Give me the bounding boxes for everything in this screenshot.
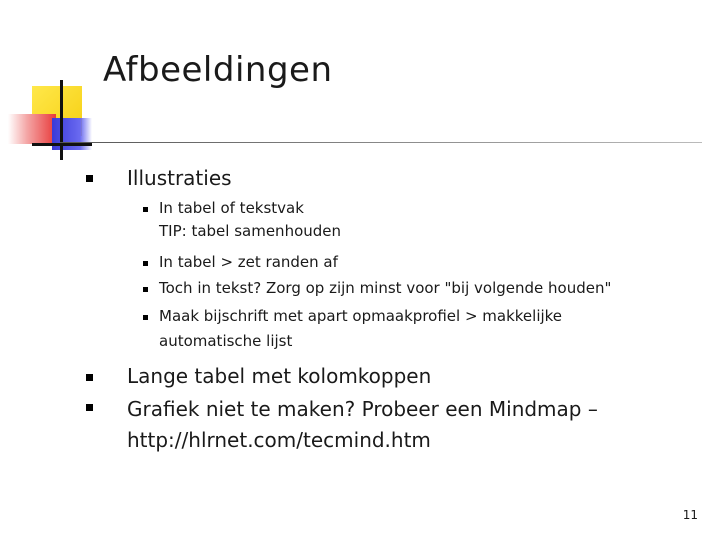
sub-bullet-bijschrift-line2: automatische lijst	[159, 332, 293, 350]
bullet-marker	[86, 374, 93, 381]
corner-decoration	[0, 0, 110, 170]
bullet-marker	[86, 175, 93, 182]
sub-bullet-tabel-tekstvak: In tabel of tekstvak	[159, 199, 304, 217]
vertical-rule	[60, 80, 63, 160]
sub-bullet-marker	[143, 287, 148, 292]
sub-bullet-randen: In tabel > zet randen af	[159, 253, 338, 271]
sub-bullet-tabel-tekstvak-line2: TIP: tabel samenhouden	[159, 222, 342, 240]
sub-bullet-volgende-houden: Toch in tekst? Zorg op zijn minst voor "bij volgende houden"	[159, 279, 612, 297]
sub-bullet-bijschrift: Maak bijschrift met apart opmaakprofiel > makkelijke	[159, 307, 563, 325]
mindmap-link: http://hlrnet.com/tecmind.htm	[127, 428, 431, 452]
bullet-grafiek-mindmap: Grafiek niet te maken? Probeer een Mindmap –	[127, 397, 598, 421]
bullet-lange-tabel: Lange tabel met kolomkoppen	[127, 364, 432, 388]
page-number: 11	[682, 508, 698, 522]
sub-bullet-marker	[143, 315, 148, 320]
slide-title: Afbeeldingen	[103, 50, 333, 90]
bullet-illustraties: Illustraties	[127, 166, 232, 190]
bullet-marker	[86, 404, 93, 411]
red-square-decoration	[8, 114, 56, 144]
title-divider	[60, 142, 702, 143]
short-horizontal-rule	[32, 143, 92, 146]
sub-bullet-marker	[143, 207, 148, 212]
sub-bullet-marker	[143, 261, 148, 266]
